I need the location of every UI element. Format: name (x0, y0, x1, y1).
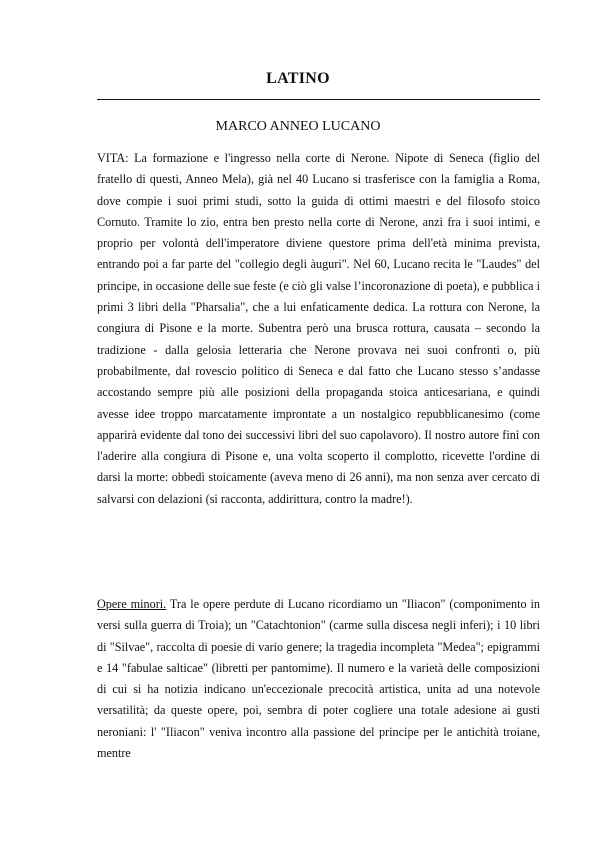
paragraph-opere-minori-body: Tra le opere perdute di Lucano ricordiamo un "Iliacon" (componimento in versi sulla guerra di Troia); un "Catachtonion" (carme sulla discesa negli inferi); i 10 libri di "Silvae", raccolta di poesie di vario genere; la tragedia incompleta "Medea"; epigrammi e 14 "fabulae salticae" (libretti per pantomime). Il numero e la varietà delle composizioni di cui si ha notizia indicano un'eccezionale precocità artistica, unita ad una notevole versatilità; da queste opere, poi, sembra di poter cogliere una totale adesione ai gusti neroniani: l' "Iliacon" veniva incontro alla passione del principe per le antichità troiane, mentre (97, 597, 540, 761)
paragraph-vita: VITA: La formazione e l'ingresso nella corte di Nerone. Nipote di Seneca (figlio del fratello di questi, Anneo Mela), già nel 40 Lucano si trasferisce con la famiglia a Roma, dove compie i suoi primi studi, sotto la guida di ottimi maestri e del filosofo stoico Cornuto. Tramite lo zio, entra ben presto nella corte di Nerone, anzi fra i suoi intimi, e proprio per volontà dell'imperatore diviene questore prima dell'età minima prevista, entrando poi a far parte del "collegio degli àuguri". Nel 60, Lucano recita le "Laudes" del principe, in occasione delle sue feste (e ciò gli valse l’incoronazione di poeta), e pubblica i primi 3 libri della "Pharsalia", che a lui enfaticamente dedica. La rottura con Nerone, la congiura di Pisone e la morte. Subentra però una brusca rottura, causata – secondo la tradizione - dalla gelosia letteraria che Nerone provava nei suoi confronti o, più probabilmente, dal rovescio politico di Seneca e dal fatto che Lucano stesso s’andasse accostando sempre più alle posizioni della propaganda stoica anticesariana, e quindi avesse idee troppo marcatamente improntate a un nostalgico repubblicanesimo (come apparirà evidente dal tono dei successivi libri del suo capolavoro). Il nostro autore finì con l'aderire alla congiura di Pisone e, una volta scoperto il complotto, ricevette l'ordine di darsi la morte: obbedì stoicamente (aveva meno di 26 anni), ma non senza aver cercato di salvarsi con delazioni (si racconta, addirittura, contro la madre!). (97, 151, 540, 506)
page-subtitle: MARCO ANNEO LUCANO (215, 119, 381, 134)
page-title: LATINO (266, 70, 330, 87)
paragraph-opere-minori (97, 594, 540, 764)
title-divider (97, 99, 540, 100)
section-heading-opere-minori: Opere minori. (97, 597, 167, 611)
